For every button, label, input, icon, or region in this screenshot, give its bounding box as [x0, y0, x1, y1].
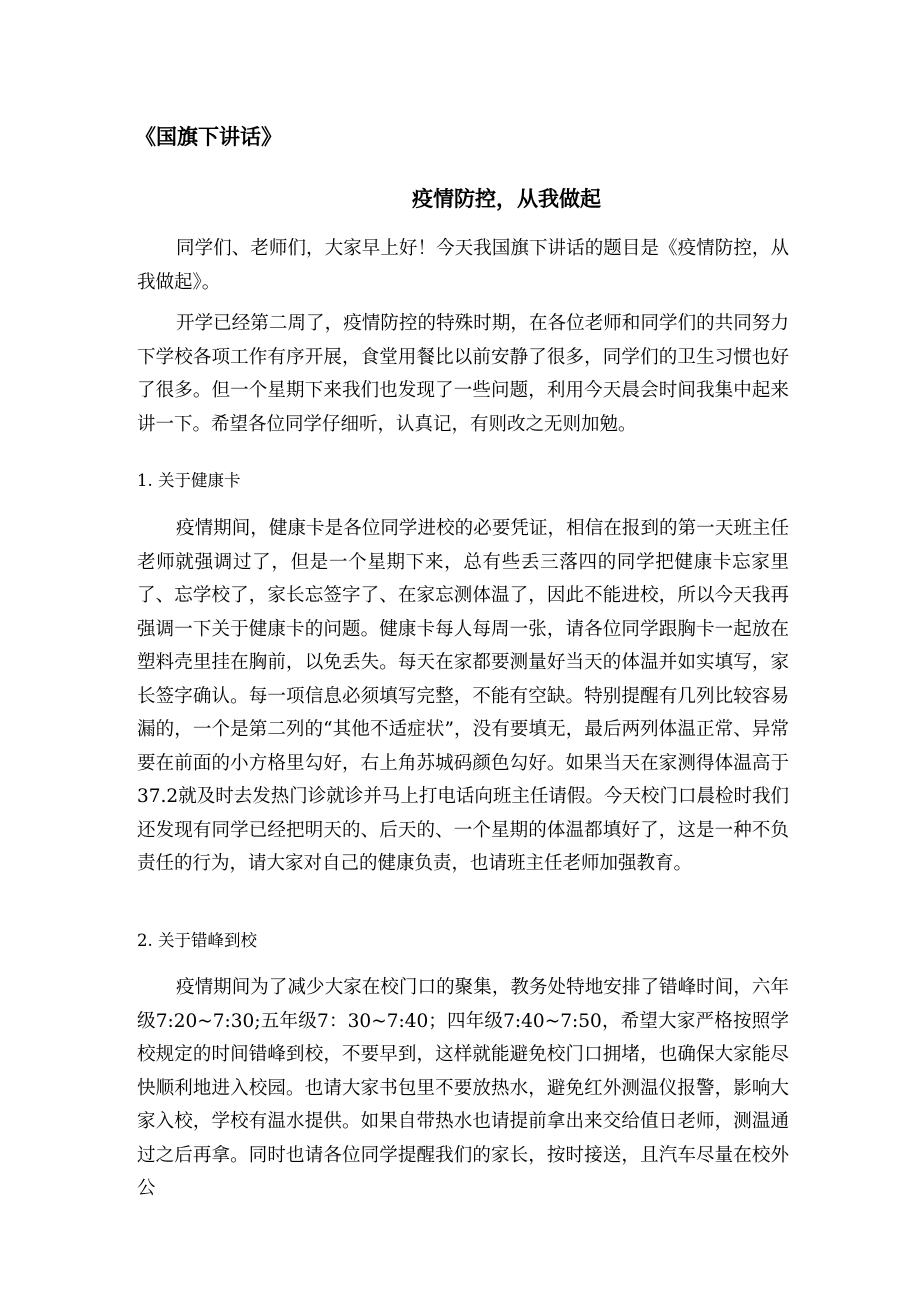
greeting-paragraph: 同学们、老师们，大家早上好！今天我国旗下讲话的题目是《疫情防控，从我做起》。	[137, 238, 789, 293]
health-card-paragraph: 疫情期间，健康卡是各位同学进校的必要凭证，相信在报到的第一天班主任老师就强调过了，但是一个星期下来，总有些丢三落四的同学把健康卡忘家里了、忘学校了，家长忘签字了、在家忘测体温了，因此不能进校，所以今天我再强调一下关于健康卡的问题。健康卡每人每周一张，请各位同学跟胸卡一起放在塑料壳里挂在胸前，以免丢失。每天在家都要测量好当天的体温并如实填写，家长签字确认。每一项信息必须填写完整，不能有空缺。特别提醒有几列比较容易漏的，一个是第二列的“其他不适症状”，没有要填无，最后两列体温正常、异常要在前面的小方格里勾好，右上角苏城码颜色勾好。如果当天在家测得体温高于37.2就及时去发热门诊就诊并马上打电话向班主任请假。今天校门口晨检时我们还发现有同学已经把明天的、后天的、一个星期的体温都填好了，这是一种不负责任的行为，请大家对自己的健康负责，也请班主任老师加强教育。	[137, 518, 789, 874]
staggered-arrival-paragraph: 疫情期间为了减少大家在校门口的聚集，教务处特地安排了错峰时间，六年级7:20~7:30;五年级7：30~7:40；四年级7:40~7:50，希望大家严格按照学校规定的时间错峰到校，不要早到，这样就能避免校门口拥堵，也确保大家能尽快顺利地进入校园。也请大家书包里不要放热水，避免红外测温仪报警，影响大家入校，学校有温水提供。如果自带热水也请提前拿出来交给值日老师，测温通过之后再拿。同时也请各位同学提醒我们的家长，按时接送，且汽车尽量在校外公	[137, 977, 789, 1199]
document-heading: 《国旗下讲话》	[135, 124, 282, 149]
speech-title: 疫情防控，从我做起	[412, 186, 601, 211]
intro-paragraph: 开学已经第二周了，疫情防控的特殊时期，在各位老师和同学们的共同努力下学校各项工作有序开展，食堂用餐比以前安静了很多，同学们的卫生习惯也好了很多。但一个星期下来我们也发现了一些问题，利用今天晨会时间我集中起来讲一下。希望各位同学仔细听，认真记，有则改之无则加勉。	[137, 313, 789, 435]
section-heading-staggered-arrival: 2. 关于错峰到校	[137, 931, 257, 950]
section-heading-health-card: 1. 关于健康卡	[137, 471, 241, 490]
